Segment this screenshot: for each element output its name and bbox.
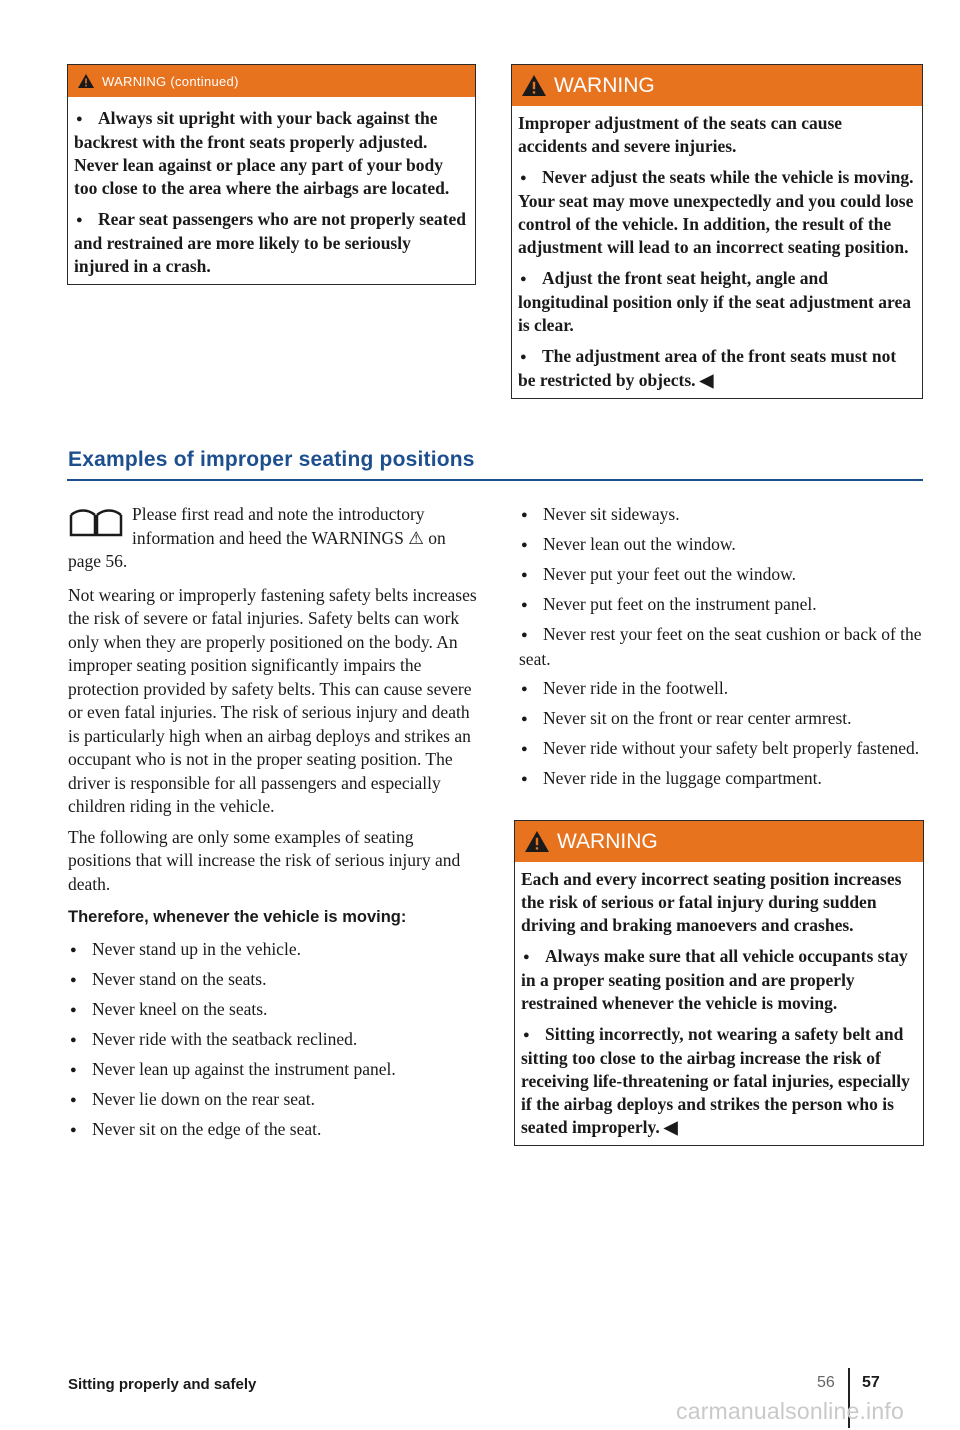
list-item: ● Never ride in the footwell. bbox=[519, 677, 924, 702]
body-paragraph: The following are only some examples of seating positions that will increase the risk of serious injury and death. bbox=[68, 826, 461, 894]
warning-item: ● Rear seat passengers who are not properly seated and restrained are more likely to be seriously injured in a crash. bbox=[74, 208, 467, 278]
list-item: ● Never ride without your safety belt properly fastened. bbox=[519, 737, 924, 762]
intro-text: Please first read and note the introductory information and heed the WARNINGS ⚠ on page 56. bbox=[68, 504, 446, 571]
warning-intro: Each and every incorrect seating position increases the risk of serious or fatal injury during sudden driving and braking manoevers and crashes. bbox=[521, 869, 902, 935]
list-item: ● Never sit on the edge of the seat. bbox=[68, 1118, 478, 1143]
left-column bbox=[68, 503, 478, 1148]
list-item: ● Never put your feet out the window. bbox=[519, 563, 924, 588]
subheading: Therefore, whenever the vehicle is moving: bbox=[68, 908, 407, 926]
page-number-right: 57 bbox=[862, 1374, 880, 1391]
warning-item: ● Never adjust the seats while the vehicle is moving. Your seat may move unexpectedly and you could lose control of the vehicle. In addition, the result of the adjustment will lead to an incorrect seating position. bbox=[518, 166, 914, 259]
warning-body bbox=[512, 106, 922, 398]
list-item: ● Never sit on the front or rear center armrest. bbox=[519, 707, 924, 732]
warning-header bbox=[68, 65, 475, 97]
warning-continued-box bbox=[67, 64, 476, 285]
warning-item: ● Sitting incorrectly, not wearing a safety belt and sitting too close to the airbag increase the risk of receiving life-threatening or fatal injuries, especially if the airbag deploys and strikes the person who is seated improperly. ◀ bbox=[521, 1023, 915, 1139]
warning-item: ● Adjust the front seat height, angle and longitudinal position only if the seat adjustment area is clear. bbox=[518, 267, 914, 337]
warning-header-label: WARNING bbox=[554, 73, 655, 97]
list-item: ● Never ride in the luggage compartment. bbox=[519, 767, 924, 792]
section-title: Examples of improper seating positions bbox=[68, 448, 475, 471]
list-item: ● Never lie down on the rear seat. bbox=[68, 1088, 478, 1113]
end-mark-icon: ◀ bbox=[664, 1117, 678, 1137]
warning-item: ● Always make sure that all vehicle occupants stay in a proper seating position and are properly restrained whenever the vehicle is moving. bbox=[521, 945, 915, 1015]
list-item: ● Never ride with the seatback reclined. bbox=[68, 1028, 478, 1053]
warning-seating-positions-box bbox=[514, 820, 924, 1146]
end-mark-icon: ◀ bbox=[699, 370, 714, 390]
footer-section-name: Sitting properly and safely bbox=[68, 1376, 257, 1393]
list-item: ● Never put feet on the instrument panel. bbox=[519, 593, 924, 618]
warning-intro: Improper adjustment of the seats can cause accidents and severe injuries. bbox=[518, 113, 843, 156]
warning-header-label: WARNING bbox=[557, 829, 658, 853]
section-divider bbox=[67, 479, 923, 481]
warning-triangle-icon bbox=[78, 74, 94, 88]
right-column bbox=[519, 503, 924, 797]
list-item: ● Never stand on the seats. bbox=[68, 968, 478, 993]
warning-item: ● The adjustment area of the front seats must not be restricted by objects. ◀ bbox=[518, 345, 914, 392]
warning-header bbox=[512, 65, 922, 106]
list-item: ● Never sit sideways. bbox=[519, 503, 924, 528]
warning-item: ● Always sit upright with your back against the backrest with the front seats properly adjusted. Never lean against or place any part of your body too close to the area where the airbags are located. bbox=[74, 107, 467, 200]
warning-header bbox=[515, 821, 923, 862]
list-item: ● Never rest your feet on the seat cushion or back of the seat. bbox=[519, 623, 924, 671]
watermark-text: carmanualsonline.info bbox=[676, 1398, 904, 1424]
seating-list bbox=[68, 938, 478, 1143]
seating-list bbox=[519, 503, 924, 791]
warning-header-label: WARNING (continued) bbox=[102, 73, 239, 89]
warning-body bbox=[68, 97, 475, 284]
warning-triangle-icon bbox=[522, 75, 546, 96]
warning-seat-adjustment-box bbox=[511, 64, 923, 399]
list-item: ● Never lean out the window. bbox=[519, 533, 924, 558]
list-item: ● Never kneel on the seats. bbox=[68, 998, 478, 1023]
list-item: ● Never stand up in the vehicle. bbox=[68, 938, 478, 963]
warning-triangle-icon bbox=[525, 831, 549, 852]
body-paragraph: Not wearing or improperly fastening safety belts increases the risk of severe or fatal injuries. Safety belts can work only when they are properly positioned on the body. An improper seating position significantly impairs the protection provided by safety belts. This can cause severe or even fatal injuries. The risk of serious injury and death is particularly high when an airbag deploys and strikes an occupant who is not in the proper seating position. The driver is responsible for all passengers and especially children riding in the vehicle. bbox=[68, 584, 477, 816]
page-number-left: 56 bbox=[817, 1374, 835, 1391]
intro-note bbox=[68, 503, 478, 574]
open-book-icon bbox=[68, 507, 124, 537]
list-item: ● Never lean up against the instrument panel. bbox=[68, 1058, 478, 1083]
warning-body bbox=[515, 862, 923, 1145]
